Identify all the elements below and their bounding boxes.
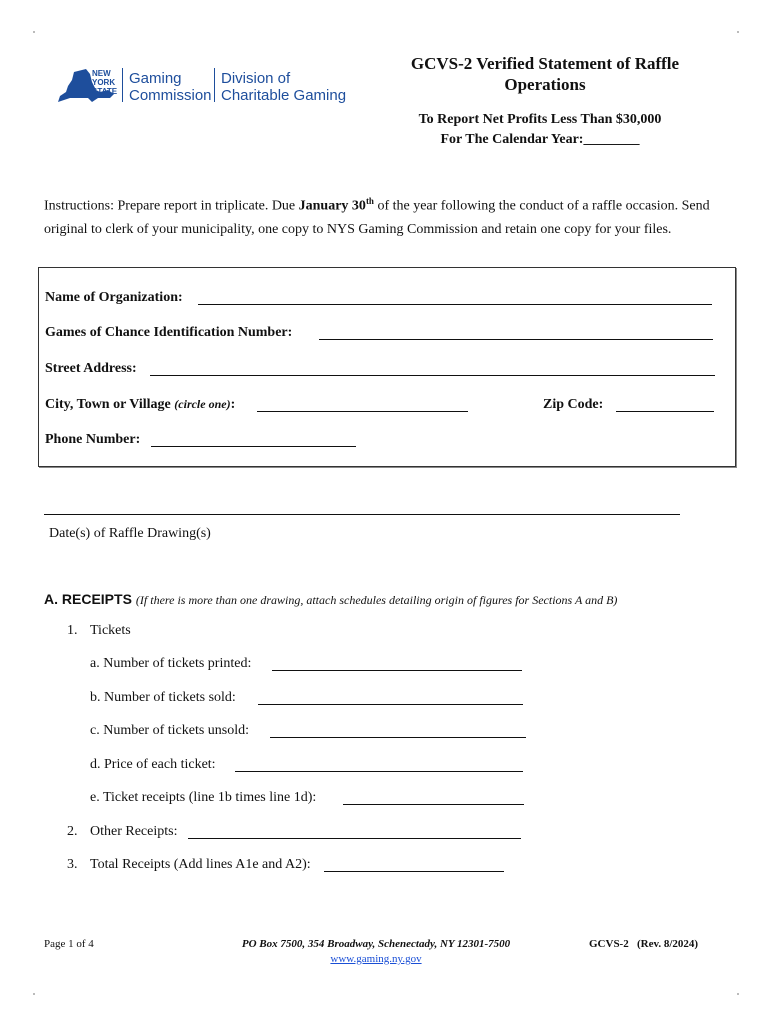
drawing-dates-field[interactable] [44, 502, 680, 515]
city-circle-note: (circle one) [174, 397, 231, 411]
city-label-colon: : [230, 397, 236, 412]
tickets-printed-label: a. Number of tickets printed: [90, 656, 252, 671]
item-2-number: 2. [67, 824, 78, 839]
gaming-id-field[interactable] [319, 327, 713, 340]
footer-website-link[interactable]: www.gaming.ny.gov [330, 953, 422, 965]
logo-divider [214, 68, 215, 102]
instructions-due-date-suffix: th [365, 196, 374, 206]
nys-gaming-logo [56, 66, 356, 110]
section-a-heading-row [44, 591, 617, 609]
drawing-dates-label: Date(s) of Raffle Drawing(s) [49, 526, 211, 541]
instructions-text: Instructions: Prepare report in triplicate. Due [44, 198, 299, 214]
logo-commission: Commission [129, 87, 212, 104]
item-1-label: Tickets [90, 623, 131, 638]
org-name-label: Name of Organization: [45, 290, 183, 305]
tickets-sold-label: b. Number of tickets sold: [90, 690, 236, 705]
instructions-paragraph [44, 190, 724, 241]
tickets-printed-field[interactable] [272, 658, 522, 671]
zip-code-label: Zip Code: [543, 397, 604, 412]
phone-label: Phone Number: [45, 432, 141, 447]
zip-code-field[interactable] [616, 399, 714, 412]
logo-state-word-2: YORK [92, 78, 116, 87]
other-receipts-label: Other Receipts: [90, 824, 178, 839]
corner-mark [33, 31, 35, 33]
logo-division-of: Division of [221, 70, 291, 87]
phone-field[interactable] [151, 434, 356, 447]
total-receipts-field[interactable] [324, 859, 504, 872]
logo-state-word-1: NEW [92, 69, 111, 78]
city-label [45, 397, 235, 413]
form-revision: GCVS-2 (Rev. 8/2024) [589, 938, 699, 950]
logo-divider [122, 68, 123, 102]
tickets-sold-field[interactable] [258, 692, 523, 705]
gaming-id-label: Games of Chance Identification Number: [45, 325, 293, 340]
instructions-due-date: January 30 [298, 198, 366, 214]
city-field[interactable] [257, 399, 468, 412]
footer-address: PO Box 7500, 354 Broadway, Schenectady, NY 12301-7500 [241, 938, 511, 950]
subtitle-line-1: To Report Net Profits Less Than $30,000 [418, 112, 662, 127]
item-3-number: 3. [67, 857, 78, 872]
form-title-line-1: GCVS-2 Verified Statement of Raffle [410, 54, 680, 73]
subtitle-line-2: For The Calendar Year:________ [440, 132, 640, 147]
logo-gaming: Gaming [129, 70, 182, 87]
logo-charitable-gaming: Charitable Gaming [221, 87, 347, 104]
other-receipts-field[interactable] [188, 826, 521, 839]
item-1-number: 1. [67, 623, 78, 638]
ticket-price-label: d. Price of each ticket: [90, 757, 216, 772]
city-label-text: City, Town or Village [45, 397, 171, 412]
corner-mark [737, 31, 739, 33]
instructions-text-continued: of the year following the conduct of a raffle occasion. Send original to clerk of your municipality, one copy to NYS Gaming Commission and retain one copy for your files. [44, 198, 710, 237]
section-a-heading: A. RECEIPTS [44, 591, 132, 607]
ticket-receipts-label: e. Ticket receipts (line 1b times line 1d): [90, 790, 317, 805]
form-title [380, 53, 710, 95]
corner-mark [737, 993, 739, 995]
form-subtitle [380, 110, 700, 150]
street-address-field[interactable] [150, 363, 715, 376]
ticket-receipts-field[interactable] [343, 792, 524, 805]
logo-state-word-3: STATE [92, 87, 118, 96]
page-number: Page 1 of 4 [44, 938, 94, 950]
org-name-field[interactable] [198, 292, 712, 305]
tickets-unsold-label: c. Number of tickets unsold: [90, 723, 250, 738]
tickets-unsold-field[interactable] [270, 725, 526, 738]
total-receipts-label: Total Receipts (Add lines A1e and A2): [90, 857, 311, 872]
corner-mark [33, 993, 35, 995]
section-a-note: (If there is more than one drawing, attach schedules detailing origin of figures for Sections A and B) [135, 593, 618, 607]
street-address-label: Street Address: [45, 361, 137, 376]
form-title-line-2: Operations [504, 75, 586, 94]
ticket-price-field[interactable] [235, 759, 523, 772]
